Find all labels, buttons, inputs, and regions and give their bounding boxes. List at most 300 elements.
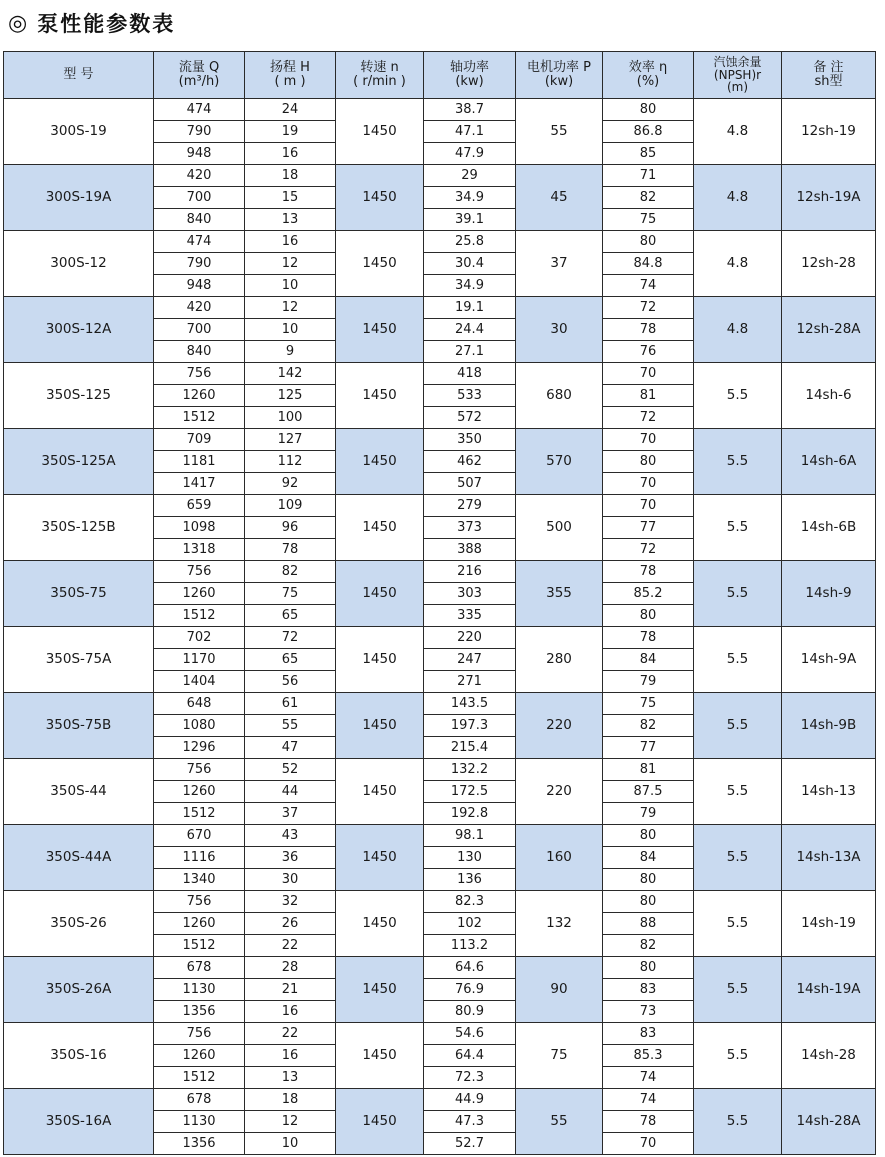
shaft-power-cell: 76.9 — [424, 979, 516, 1001]
note-cell: 14sh-9B — [782, 693, 876, 759]
flow-cell: 756 — [154, 1023, 245, 1045]
pump-parameter-table — [3, 51, 876, 1155]
efficiency-cell: 74 — [603, 275, 694, 297]
shaft-power-cell: 47.1 — [424, 121, 516, 143]
speed-cell: 1450 — [336, 627, 424, 693]
efficiency-cell: 74 — [603, 1067, 694, 1089]
efficiency-cell: 87.5 — [603, 781, 694, 803]
motor-power-cell: 30 — [516, 297, 603, 363]
note-cell: 14sh-19 — [782, 891, 876, 957]
header-motor-power-line: 电机功率 P — [527, 60, 591, 76]
shaft-power-cell: 34.9 — [424, 275, 516, 297]
efficiency-cell: 80 — [603, 825, 694, 847]
flow-cell: 420 — [154, 297, 245, 319]
flow-cell: 1130 — [154, 979, 245, 1001]
npsh-cell: 4.8 — [694, 297, 782, 363]
flow-cell: 1116 — [154, 847, 245, 869]
shaft-power-cell: 388 — [424, 539, 516, 561]
efficiency-cell: 70 — [603, 1133, 694, 1155]
efficiency-cell: 72 — [603, 539, 694, 561]
head-cell: 56 — [245, 671, 336, 693]
model-cell: 350S-125B — [4, 495, 154, 561]
efficiency-cell: 80 — [603, 451, 694, 473]
head-cell: 125 — [245, 385, 336, 407]
header-speed — [336, 52, 424, 99]
npsh-cell: 5.5 — [694, 363, 782, 429]
table-row — [4, 693, 876, 715]
head-cell: 78 — [245, 539, 336, 561]
model-cell: 350S-75A — [4, 627, 154, 693]
header-head — [245, 52, 336, 99]
flow-cell: 840 — [154, 209, 245, 231]
efficiency-cell: 79 — [603, 671, 694, 693]
flow-cell: 1080 — [154, 715, 245, 737]
shaft-power-cell: 24.4 — [424, 319, 516, 341]
flow-cell: 1512 — [154, 407, 245, 429]
efficiency-cell: 86.8 — [603, 121, 694, 143]
flow-cell: 1181 — [154, 451, 245, 473]
shaft-power-cell: 25.8 — [424, 231, 516, 253]
shaft-power-cell: 64.6 — [424, 957, 516, 979]
table-row — [4, 759, 876, 781]
efficiency-cell: 77 — [603, 517, 694, 539]
motor-power-cell: 45 — [516, 165, 603, 231]
npsh-cell: 4.8 — [694, 99, 782, 165]
flow-cell: 1512 — [154, 803, 245, 825]
model-cell: 350S-125 — [4, 363, 154, 429]
speed-cell: 1450 — [336, 165, 424, 231]
flow-cell: 702 — [154, 627, 245, 649]
efficiency-cell: 84 — [603, 649, 694, 671]
speed-cell: 1450 — [336, 693, 424, 759]
shaft-power-cell: 507 — [424, 473, 516, 495]
speed-cell: 1450 — [336, 99, 424, 165]
note-cell: 14sh-13 — [782, 759, 876, 825]
shaft-power-cell: 29 — [424, 165, 516, 187]
note-cell: 14sh-28A — [782, 1089, 876, 1155]
motor-power-cell: 37 — [516, 231, 603, 297]
head-cell: 10 — [245, 1133, 336, 1155]
flow-cell: 420 — [154, 165, 245, 187]
npsh-cell: 5.5 — [694, 1023, 782, 1089]
shaft-power-cell: 533 — [424, 385, 516, 407]
header-efficiency-line: 效率 η — [628, 60, 668, 76]
efficiency-cell: 78 — [603, 561, 694, 583]
table-row — [4, 627, 876, 649]
flow-cell: 840 — [154, 341, 245, 363]
header-shaft-power-line: 轴功率 — [449, 60, 489, 76]
speed-cell: 1450 — [336, 1089, 424, 1155]
flow-cell: 678 — [154, 1089, 245, 1111]
header-model-line: 型 号 — [63, 67, 94, 83]
efficiency-cell: 85.2 — [603, 583, 694, 605]
efficiency-cell: 79 — [603, 803, 694, 825]
table-row — [4, 1023, 876, 1045]
speed-cell: 1450 — [336, 891, 424, 957]
flow-cell: 648 — [154, 693, 245, 715]
efficiency-cell: 82 — [603, 935, 694, 957]
efficiency-cell: 73 — [603, 1001, 694, 1023]
efficiency-cell: 70 — [603, 473, 694, 495]
efficiency-cell: 77 — [603, 737, 694, 759]
motor-power-cell: 220 — [516, 693, 603, 759]
shaft-power-cell: 192.8 — [424, 803, 516, 825]
head-cell: 22 — [245, 1023, 336, 1045]
motor-power-cell: 680 — [516, 363, 603, 429]
head-cell: 12 — [245, 1111, 336, 1133]
head-cell: 142 — [245, 363, 336, 385]
shaft-power-cell: 34.9 — [424, 187, 516, 209]
flow-cell: 1296 — [154, 737, 245, 759]
shaft-power-cell: 215.4 — [424, 737, 516, 759]
flow-cell: 659 — [154, 495, 245, 517]
motor-power-cell: 55 — [516, 1089, 603, 1155]
npsh-cell: 5.5 — [694, 759, 782, 825]
efficiency-cell: 80 — [603, 957, 694, 979]
flow-cell: 790 — [154, 121, 245, 143]
efficiency-cell: 83 — [603, 1023, 694, 1045]
efficiency-cell: 75 — [603, 209, 694, 231]
flow-cell: 948 — [154, 275, 245, 297]
table-row — [4, 429, 876, 451]
head-cell: 10 — [245, 319, 336, 341]
model-cell: 300S-12A — [4, 297, 154, 363]
head-cell: 26 — [245, 913, 336, 935]
head-cell: 61 — [245, 693, 336, 715]
motor-power-cell: 500 — [516, 495, 603, 561]
efficiency-cell: 80 — [603, 891, 694, 913]
motor-power-cell: 355 — [516, 561, 603, 627]
table-body — [4, 99, 876, 1155]
head-cell: 12 — [245, 297, 336, 319]
head-cell: 16 — [245, 231, 336, 253]
head-cell: 127 — [245, 429, 336, 451]
table-row — [4, 99, 876, 121]
shaft-power-cell: 54.6 — [424, 1023, 516, 1045]
motor-power-cell: 55 — [516, 99, 603, 165]
model-cell: 350S-75 — [4, 561, 154, 627]
flow-cell: 1260 — [154, 913, 245, 935]
head-cell: 10 — [245, 275, 336, 297]
shaft-power-cell: 303 — [424, 583, 516, 605]
head-cell: 30 — [245, 869, 336, 891]
efficiency-cell: 70 — [603, 363, 694, 385]
shaft-power-cell: 136 — [424, 869, 516, 891]
flow-cell: 1260 — [154, 1045, 245, 1067]
motor-power-cell: 570 — [516, 429, 603, 495]
speed-cell: 1450 — [336, 363, 424, 429]
efficiency-cell: 75 — [603, 693, 694, 715]
shaft-power-cell: 82.3 — [424, 891, 516, 913]
shaft-power-cell: 27.1 — [424, 341, 516, 363]
head-cell: 15 — [245, 187, 336, 209]
header-flow-line: 流量 Q — [178, 60, 220, 76]
efficiency-cell: 84.8 — [603, 253, 694, 275]
flow-cell: 756 — [154, 759, 245, 781]
motor-power-cell: 220 — [516, 759, 603, 825]
title-circle-icon: ◎ — [8, 10, 28, 36]
head-cell: 65 — [245, 649, 336, 671]
efficiency-cell: 74 — [603, 1089, 694, 1111]
speed-cell: 1450 — [336, 759, 424, 825]
header-note-line: 备 注 — [813, 60, 844, 76]
shaft-power-cell: 102 — [424, 913, 516, 935]
model-cell: 350S-26A — [4, 957, 154, 1023]
efficiency-cell: 76 — [603, 341, 694, 363]
header-efficiency — [603, 52, 694, 99]
header-speed-line: 转速 n — [360, 60, 399, 76]
head-cell: 37 — [245, 803, 336, 825]
note-cell: 12sh-28 — [782, 231, 876, 297]
note-cell: 14sh-9 — [782, 561, 876, 627]
shaft-power-cell: 220 — [424, 627, 516, 649]
shaft-power-cell: 98.1 — [424, 825, 516, 847]
head-cell: 28 — [245, 957, 336, 979]
model-cell: 350S-125A — [4, 429, 154, 495]
npsh-cell: 5.5 — [694, 891, 782, 957]
header-flow — [154, 52, 245, 99]
head-cell: 24 — [245, 99, 336, 121]
table-row — [4, 297, 876, 319]
shaft-power-cell: 47.9 — [424, 143, 516, 165]
efficiency-cell: 85 — [603, 143, 694, 165]
shaft-power-cell: 172.5 — [424, 781, 516, 803]
motor-power-cell: 280 — [516, 627, 603, 693]
flow-cell: 1404 — [154, 671, 245, 693]
speed-cell: 1450 — [336, 957, 424, 1023]
npsh-cell: 5.5 — [694, 1089, 782, 1155]
flow-cell: 756 — [154, 561, 245, 583]
model-cell: 350S-26 — [4, 891, 154, 957]
shaft-power-cell: 113.2 — [424, 935, 516, 957]
header-npsh-line: 汽蚀余量 — [713, 55, 762, 70]
efficiency-cell: 78 — [603, 1111, 694, 1133]
note-cell: 14sh-19A — [782, 957, 876, 1023]
head-cell: 22 — [245, 935, 336, 957]
efficiency-cell: 82 — [603, 715, 694, 737]
head-cell: 100 — [245, 407, 336, 429]
head-cell: 65 — [245, 605, 336, 627]
flow-cell: 1512 — [154, 935, 245, 957]
header-head-line: ( m ) — [274, 74, 306, 89]
speed-cell: 1450 — [336, 1023, 424, 1089]
flow-cell: 1130 — [154, 1111, 245, 1133]
flow-cell: 1260 — [154, 583, 245, 605]
flow-cell: 700 — [154, 319, 245, 341]
note-cell: 14sh-28 — [782, 1023, 876, 1089]
efficiency-cell: 88 — [603, 913, 694, 935]
shaft-power-cell: 39.1 — [424, 209, 516, 231]
efficiency-cell: 72 — [603, 297, 694, 319]
shaft-power-cell: 418 — [424, 363, 516, 385]
flow-cell: 678 — [154, 957, 245, 979]
model-cell: 300S-19A — [4, 165, 154, 231]
model-cell: 350S-16A — [4, 1089, 154, 1155]
shaft-power-cell: 80.9 — [424, 1001, 516, 1023]
flow-cell: 1260 — [154, 385, 245, 407]
head-cell: 9 — [245, 341, 336, 363]
table-row — [4, 1089, 876, 1111]
header-note — [782, 52, 876, 99]
efficiency-cell: 80 — [603, 869, 694, 891]
npsh-cell: 5.5 — [694, 495, 782, 561]
header-npsh-line: (NPSH)r — [713, 67, 762, 82]
flow-cell: 756 — [154, 363, 245, 385]
efficiency-cell: 78 — [603, 627, 694, 649]
shaft-power-cell: 47.3 — [424, 1111, 516, 1133]
note-cell: 14sh-9A — [782, 627, 876, 693]
shaft-power-cell: 462 — [424, 451, 516, 473]
header-npsh-line: (m) — [726, 80, 749, 95]
npsh-cell: 5.5 — [694, 957, 782, 1023]
model-cell: 350S-44 — [4, 759, 154, 825]
motor-power-cell: 90 — [516, 957, 603, 1023]
head-cell: 16 — [245, 1045, 336, 1067]
head-cell: 16 — [245, 143, 336, 165]
shaft-power-cell: 247 — [424, 649, 516, 671]
head-cell: 82 — [245, 561, 336, 583]
header-note-line: sh型 — [814, 74, 843, 89]
efficiency-cell: 78 — [603, 319, 694, 341]
shaft-power-cell: 216 — [424, 561, 516, 583]
head-cell: 55 — [245, 715, 336, 737]
flow-cell: 1356 — [154, 1001, 245, 1023]
head-cell: 18 — [245, 165, 336, 187]
efficiency-cell: 72 — [603, 407, 694, 429]
header-motor-power-line: (kw) — [544, 74, 574, 89]
speed-cell: 1450 — [336, 429, 424, 495]
head-cell: 16 — [245, 1001, 336, 1023]
table-row — [4, 495, 876, 517]
table-row — [4, 363, 876, 385]
table-row — [4, 231, 876, 253]
efficiency-cell: 80 — [603, 605, 694, 627]
model-cell: 350S-75B — [4, 693, 154, 759]
npsh-cell: 5.5 — [694, 825, 782, 891]
model-cell: 300S-12 — [4, 231, 154, 297]
model-cell: 300S-19 — [4, 99, 154, 165]
note-cell: 14sh-6A — [782, 429, 876, 495]
head-cell: 112 — [245, 451, 336, 473]
flow-cell: 474 — [154, 231, 245, 253]
shaft-power-cell: 132.2 — [424, 759, 516, 781]
head-cell: 36 — [245, 847, 336, 869]
shaft-power-cell: 130 — [424, 847, 516, 869]
note-cell: 14sh-6B — [782, 495, 876, 561]
speed-cell: 1450 — [336, 561, 424, 627]
table-row — [4, 891, 876, 913]
npsh-cell: 4.8 — [694, 231, 782, 297]
head-cell: 44 — [245, 781, 336, 803]
note-cell: 14sh-6 — [782, 363, 876, 429]
head-cell: 21 — [245, 979, 336, 1001]
header-head-line: 扬程 H — [270, 60, 310, 76]
note-cell: 12sh-19A — [782, 165, 876, 231]
header-model — [4, 52, 154, 99]
shaft-power-cell: 64.4 — [424, 1045, 516, 1067]
header-speed-line: ( r/min ) — [353, 74, 406, 89]
shaft-power-cell: 271 — [424, 671, 516, 693]
flow-cell: 1512 — [154, 605, 245, 627]
header-npsh — [694, 52, 782, 99]
header-efficiency-line: (%) — [636, 74, 660, 89]
motor-power-cell: 75 — [516, 1023, 603, 1089]
model-cell: 350S-16 — [4, 1023, 154, 1089]
shaft-power-cell: 572 — [424, 407, 516, 429]
flow-cell: 1318 — [154, 539, 245, 561]
shaft-power-cell: 38.7 — [424, 99, 516, 121]
shaft-power-cell: 197.3 — [424, 715, 516, 737]
efficiency-cell: 82 — [603, 187, 694, 209]
npsh-cell: 4.8 — [694, 165, 782, 231]
npsh-cell: 5.5 — [694, 627, 782, 693]
motor-power-cell: 132 — [516, 891, 603, 957]
efficiency-cell: 84 — [603, 847, 694, 869]
table-row — [4, 957, 876, 979]
head-cell: 13 — [245, 209, 336, 231]
head-cell: 19 — [245, 121, 336, 143]
flow-cell: 790 — [154, 253, 245, 275]
header-flow-line: (m³/h) — [178, 74, 220, 89]
flow-cell: 709 — [154, 429, 245, 451]
shaft-power-cell: 350 — [424, 429, 516, 451]
head-cell: 109 — [245, 495, 336, 517]
flow-cell: 1340 — [154, 869, 245, 891]
head-cell: 92 — [245, 473, 336, 495]
head-cell: 96 — [245, 517, 336, 539]
flow-cell: 1512 — [154, 1067, 245, 1089]
flow-cell: 474 — [154, 99, 245, 121]
head-cell: 75 — [245, 583, 336, 605]
model-cell: 350S-44A — [4, 825, 154, 891]
shaft-power-cell: 335 — [424, 605, 516, 627]
header-shaft-power-line: (kw) — [455, 74, 484, 89]
efficiency-cell: 70 — [603, 495, 694, 517]
shaft-power-cell: 30.4 — [424, 253, 516, 275]
note-cell: 12sh-28A — [782, 297, 876, 363]
table-header-row — [4, 52, 876, 99]
shaft-power-cell: 143.5 — [424, 693, 516, 715]
flow-cell: 700 — [154, 187, 245, 209]
head-cell: 32 — [245, 891, 336, 913]
head-cell: 52 — [245, 759, 336, 781]
speed-cell: 1450 — [336, 231, 424, 297]
table-row — [4, 825, 876, 847]
speed-cell: 1450 — [336, 825, 424, 891]
note-cell: 14sh-13A — [782, 825, 876, 891]
efficiency-cell: 70 — [603, 429, 694, 451]
efficiency-cell: 80 — [603, 99, 694, 121]
shaft-power-cell: 72.3 — [424, 1067, 516, 1089]
shaft-power-cell: 44.9 — [424, 1089, 516, 1111]
npsh-cell: 5.5 — [694, 429, 782, 495]
speed-cell: 1450 — [336, 297, 424, 363]
efficiency-cell: 71 — [603, 165, 694, 187]
efficiency-cell: 81 — [603, 759, 694, 781]
flow-cell: 756 — [154, 891, 245, 913]
head-cell: 12 — [245, 253, 336, 275]
flow-cell: 1356 — [154, 1133, 245, 1155]
page-title — [8, 6, 175, 40]
shaft-power-cell: 373 — [424, 517, 516, 539]
head-cell: 18 — [245, 1089, 336, 1111]
header-shaft-power — [424, 52, 516, 99]
efficiency-cell: 80 — [603, 231, 694, 253]
efficiency-cell: 83 — [603, 979, 694, 1001]
npsh-cell: 5.5 — [694, 693, 782, 759]
flow-cell: 1170 — [154, 649, 245, 671]
flow-cell: 1417 — [154, 473, 245, 495]
